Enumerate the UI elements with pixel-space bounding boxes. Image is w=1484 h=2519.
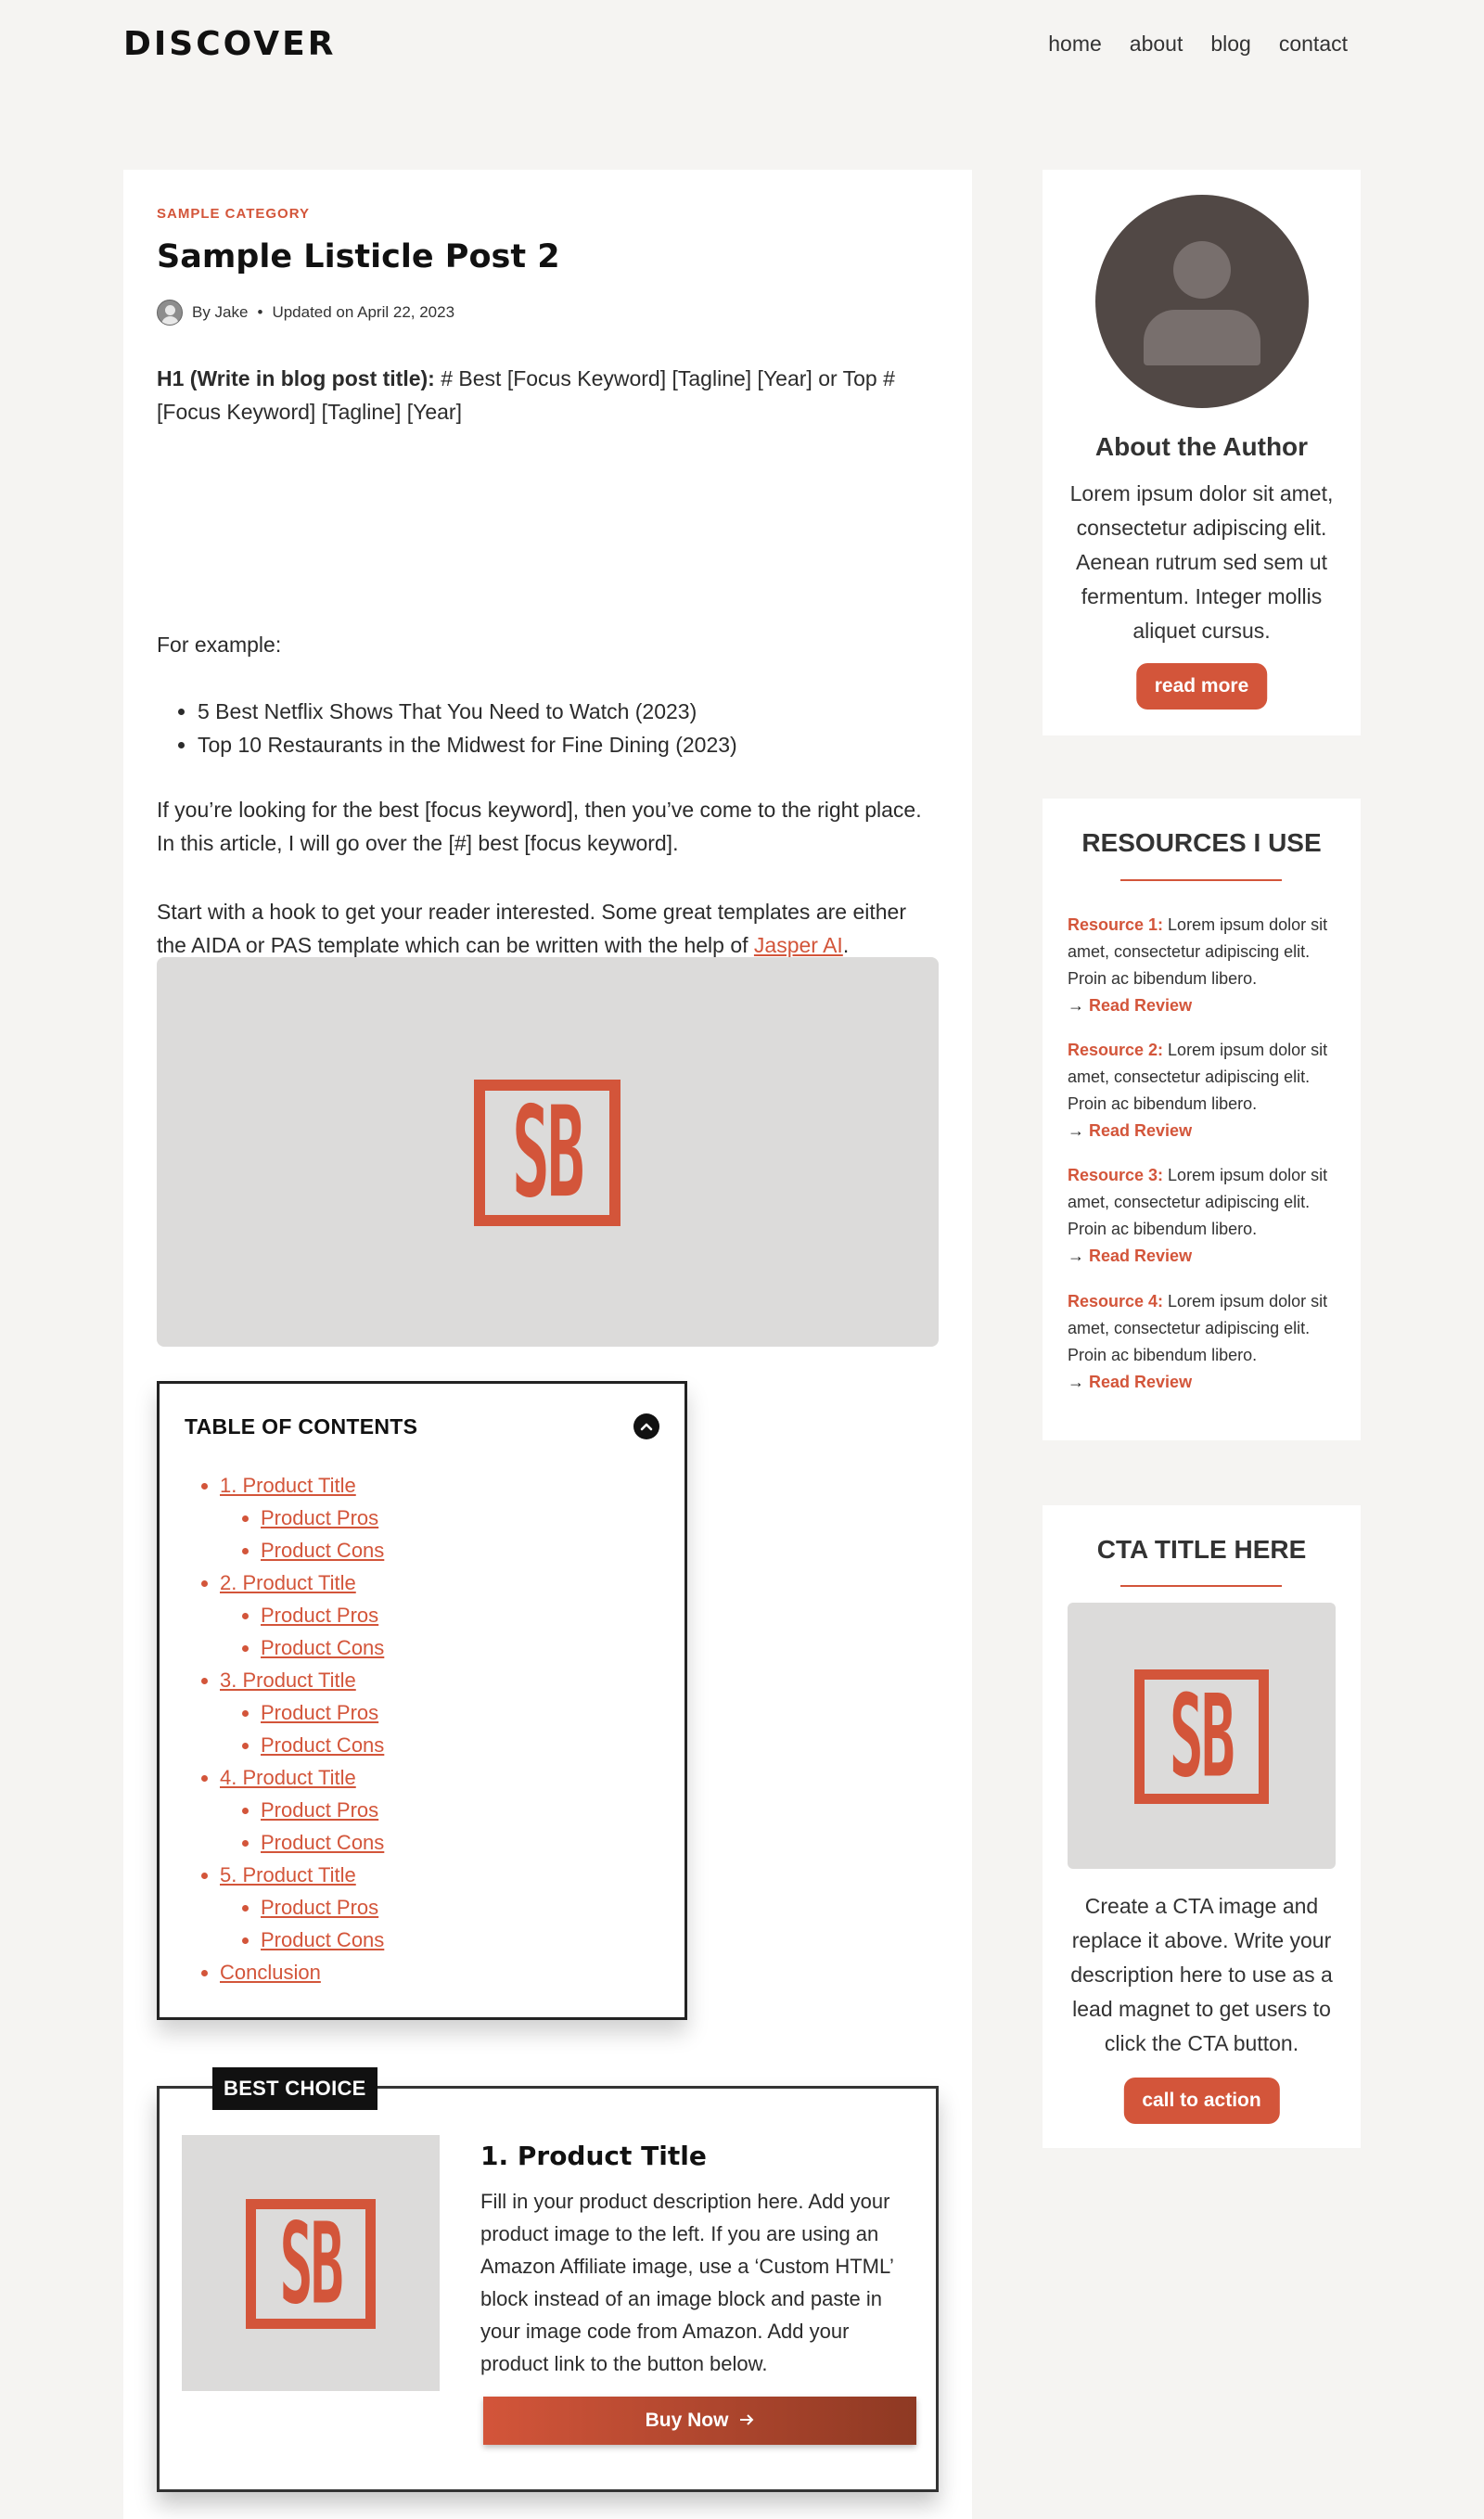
jasper-ai-link[interactable]: Jasper AI <box>753 933 843 957</box>
author-avatar-placeholder <box>1095 195 1309 408</box>
toc-item <box>220 1761 384 1859</box>
post-author: By Jake <box>192 303 249 321</box>
sb-logo-icon: SB <box>246 2199 376 2329</box>
resource-item <box>1068 1288 1338 1396</box>
nav-home[interactable]: home <box>1048 31 1102 56</box>
arrow-right-icon: → <box>1068 1373 1084 1391</box>
toc-link-product-3[interactable]: 3. Product Title <box>220 1669 356 1692</box>
toc-item <box>220 1859 384 1956</box>
buy-now-label: Buy Now <box>645 2410 729 2431</box>
toc-link-product-1-cons[interactable]: Product Cons <box>261 1539 385 1562</box>
read-review-link[interactable]: Read Review <box>1089 1247 1193 1265</box>
resource-text: Lorem ipsum dolor sit amet, consectetur adipiscing elit. Proin ac bibendum libero. <box>1068 1292 1328 1364</box>
toc-link-product-2-pros[interactable]: Product Pros <box>261 1604 379 1627</box>
post-category[interactable]: SAMPLE CATEGORY <box>157 206 311 222</box>
resource-text: Lorem ipsum dolor sit amet, consectetur adipiscing elit. Proin ac bibendum libero. <box>1068 1041 1328 1113</box>
cta-image[interactable] <box>1068 1603 1336 1869</box>
toc-subitem <box>261 1696 384 1729</box>
resource-text: Lorem ipsum dolor sit amet, consectetur adipiscing elit. Proin ac bibendum libero. <box>1068 915 1328 988</box>
toc-link-product-5-pros[interactable]: Product Pros <box>261 1896 379 1919</box>
heading-divider <box>1120 879 1282 881</box>
main-nav <box>1048 32 1361 57</box>
heading-divider <box>1120 1585 1282 1587</box>
toc-subitem <box>261 1891 384 1924</box>
post-updated-date: Updated on April 22, 2023 <box>272 303 455 321</box>
product-image[interactable] <box>182 2135 440 2391</box>
hook-paragraph <box>157 895 939 962</box>
intro-paragraph: If you’re looking for the best [focus keyword], then you’ve come to the right place. In this article, I will go over the [#] best [focus keyword]. <box>157 798 922 855</box>
toc-subitem <box>261 1631 384 1664</box>
about-author-text: Lorem ipsum dolor sit amet, consectetur adipiscing elit. Aenean rutrum sed sem ut fermentum. Integer mollis aliquet cursus. <box>1069 481 1334 643</box>
toc-link-product-2[interactable]: 2. Product Title <box>220 1571 356 1594</box>
nav-about[interactable]: about <box>1129 31 1183 56</box>
toc-link-product-1[interactable]: 1. Product Title <box>220 1474 356 1497</box>
h1-text: # Best [Focus Keyword] [Tagline] [Year] or Top # [Focus Keyword] [Tagline] [Year] <box>157 366 895 424</box>
read-review-link[interactable]: Read Review <box>1089 1373 1193 1391</box>
arrow-right-icon <box>739 2410 754 2432</box>
cta-text: Create a CTA image and replace it above. Write your description here to use as a lead magnet to get users to click the CTA button. <box>1070 1894 1333 2055</box>
toc-title: TABLE OF CONTENTS <box>185 1414 418 1439</box>
article-card <box>123 170 972 2519</box>
toc-link-product-3-cons[interactable]: Product Cons <box>261 1733 385 1757</box>
example-item: • 5 Best Netflix Shows That You Need to Watch (2023) <box>198 695 737 728</box>
resource-item <box>1068 1162 1338 1270</box>
toc-link-product-2-cons[interactable]: Product Cons <box>261 1636 385 1659</box>
sb-logo-icon: SB <box>474 1080 620 1226</box>
resource-label: Resource 3: <box>1068 1166 1164 1184</box>
toc-item <box>220 1664 384 1761</box>
toc-link-product-5-cons[interactable]: Product Cons <box>261 1928 385 1951</box>
toc-item <box>220 1469 384 1566</box>
nav-contact[interactable]: contact <box>1278 31 1348 56</box>
resource-label: Resource 2: <box>1068 1041 1164 1059</box>
toc-link-conclusion[interactable]: Conclusion <box>220 1961 321 1984</box>
resource-text: Lorem ipsum dolor sit amet, consectetur adipiscing elit. Proin ac bibendum libero. <box>1068 1166 1328 1238</box>
about-author-widget <box>1043 170 1361 735</box>
resource-item <box>1068 1037 1338 1144</box>
toc-subitem <box>261 1826 384 1859</box>
toc-link-product-3-pros[interactable]: Product Pros <box>261 1701 379 1724</box>
about-author-heading: About the Author <box>1094 432 1309 461</box>
product-title: 1. Product Title <box>480 2141 707 2171</box>
author-avatar <box>157 300 183 326</box>
toc-link-product-1-pros[interactable]: Product Pros <box>261 1506 379 1529</box>
example-item: • Top 10 Restaurants in the Midwest for Fine Dining (2023) <box>198 728 737 761</box>
toc-link-product-5[interactable]: 5. Product Title <box>220 1863 356 1886</box>
featured-image <box>157 957 939 1347</box>
post-meta <box>157 300 454 326</box>
product-description: Fill in your product description here. Add your product image to the left. If you are using an Amazon Affiliate image, use a ‘Custom HTML’ block instead of an image block and paste in your image code from Amazon. Add your product link to the button below. <box>480 2190 894 2375</box>
toc-subitem <box>261 1924 384 1956</box>
toc-subitem <box>261 1599 384 1631</box>
resources-widget <box>1043 799 1361 1440</box>
example-list <box>198 695 737 761</box>
hook-end: . <box>842 933 850 957</box>
toc-subitem <box>261 1502 384 1534</box>
meta-separator: • <box>257 303 263 321</box>
read-review-link[interactable]: Read Review <box>1089 996 1193 1015</box>
product-box <box>157 2077 939 2492</box>
arrow-right-icon: → <box>1068 996 1084 1015</box>
toc-subitem <box>261 1794 384 1826</box>
toc-item <box>220 1566 384 1664</box>
toc-item <box>220 1956 384 1988</box>
toc-subitem <box>261 1534 384 1566</box>
toc-list <box>196 1469 384 1988</box>
nav-blog[interactable]: blog <box>1210 31 1251 56</box>
read-more-button[interactable]: read more <box>1136 663 1268 710</box>
h1-instructions <box>157 362 939 428</box>
sb-logo-icon: SB <box>1134 1669 1269 1804</box>
h1-label: H1 (Write in blog post title): <box>157 366 435 390</box>
arrow-right-icon: → <box>1068 1247 1084 1265</box>
cta-heading: CTA TITLE HERE <box>1096 1535 1307 1564</box>
table-of-contents <box>157 1381 687 2020</box>
best-choice-badge: BEST CHOICE <box>212 2067 377 2110</box>
toc-link-product-4-cons[interactable]: Product Cons <box>261 1831 385 1854</box>
chevron-up-icon[interactable] <box>633 1413 659 1439</box>
post-title: Sample Listicle Post 2 <box>157 238 560 275</box>
toc-link-product-4-pros[interactable]: Product Pros <box>261 1798 379 1822</box>
resource-label: Resource 1: <box>1068 915 1164 934</box>
example-intro: For example: <box>157 633 282 657</box>
read-review-link[interactable]: Read Review <box>1089 1121 1193 1140</box>
resource-item <box>1068 912 1338 1019</box>
toc-subitem <box>261 1729 384 1761</box>
site-header <box>123 20 1361 67</box>
resources-heading: RESOURCES I USE <box>1081 828 1322 857</box>
toc-link-product-4[interactable]: 4. Product Title <box>220 1766 356 1789</box>
arrow-right-icon: → <box>1068 1121 1084 1140</box>
call-to-action-button[interactable]: call to action <box>1123 2078 1279 2124</box>
site-logo[interactable]: DISCOVER <box>123 24 337 63</box>
resource-label: Resource 4: <box>1068 1292 1164 1311</box>
hook-text: Start with a hook to get your reader interested. Some great templates are either the AIDA or PAS template which can be written with the help of <box>157 900 906 957</box>
buy-now-button[interactable] <box>483 2397 916 2445</box>
cta-widget <box>1043 1505 1361 2148</box>
